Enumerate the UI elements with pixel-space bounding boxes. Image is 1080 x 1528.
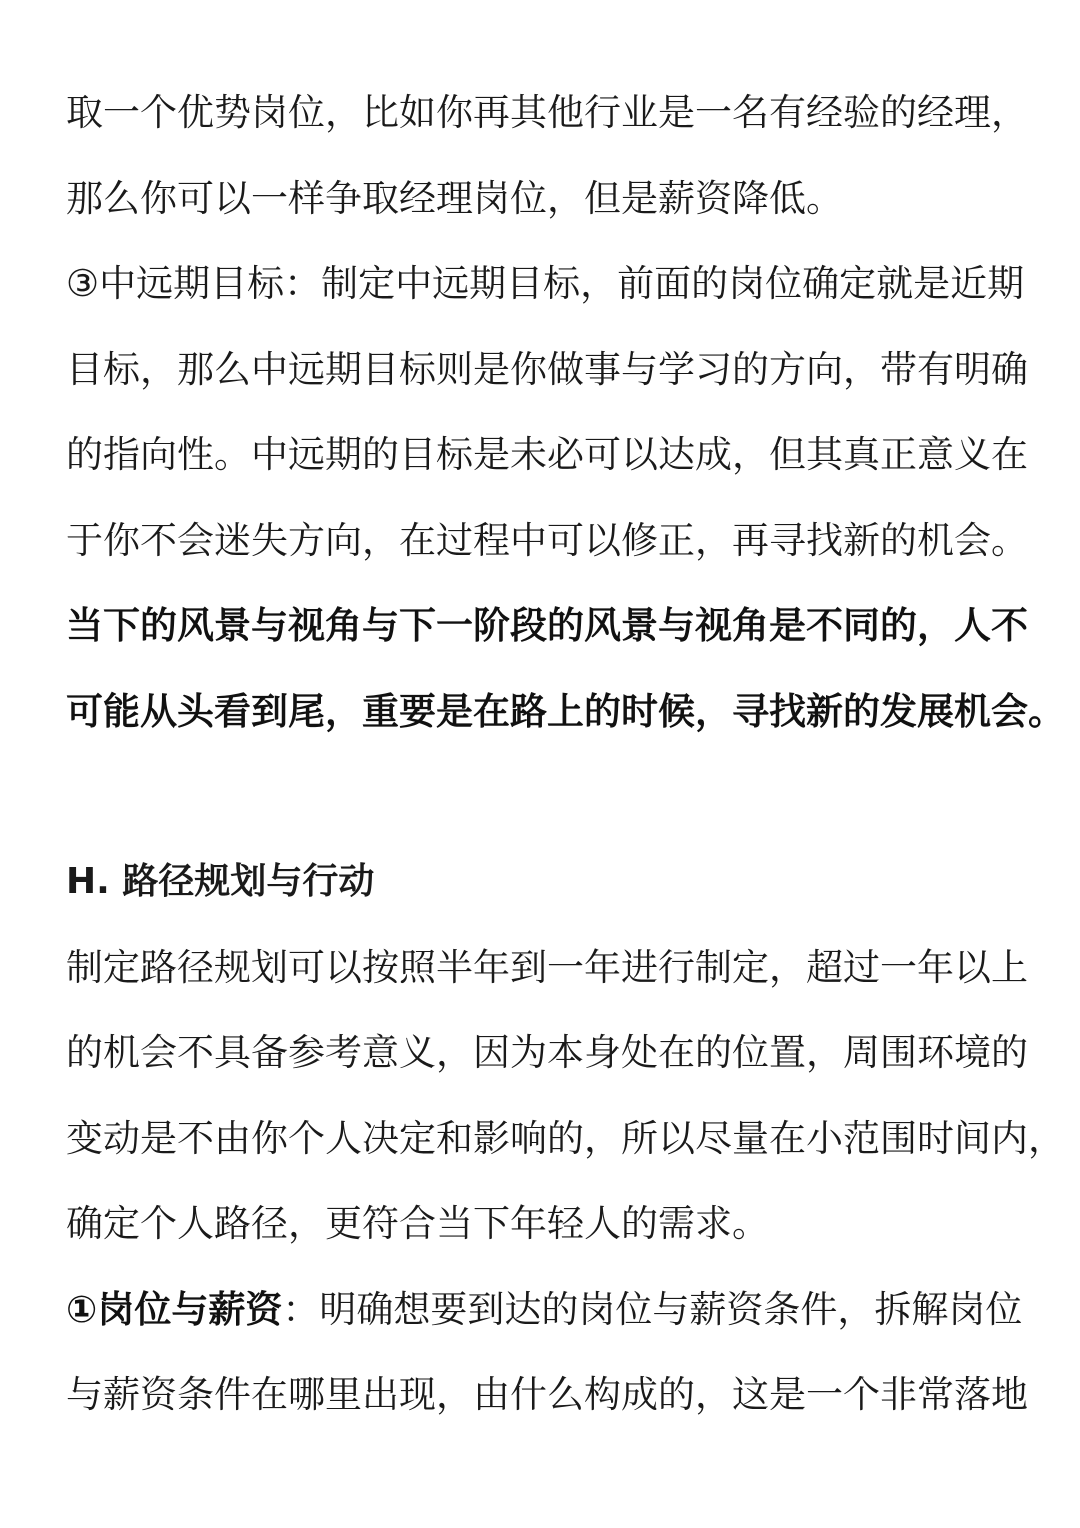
text-line xyxy=(66,1267,1021,1353)
bold-text-line: 可能从头看到尾，重要是在路上的时候，寻找新的发展机会。 xyxy=(66,689,1065,733)
paragraph-position-salary xyxy=(66,1267,1028,1438)
text-line: ③中远期目标：制定中远期目标，前面的岗位确定就是近期 xyxy=(66,262,1025,305)
text-line: 目标，那么中远期目标则是你做事与学习的方向，带有明确 xyxy=(66,347,1028,391)
article-body xyxy=(66,70,1065,1438)
paragraph-path-planning xyxy=(66,925,1065,1267)
text-line: 那么你可以一样争取经理岗位，但是薪资降低。 xyxy=(66,176,843,220)
text-line: 确定个人路径，更符合当下年轻人的需求。 xyxy=(66,1202,769,1245)
text-line: 与薪资条件在哪里出现，由什么构成的，这是一个非常落地 xyxy=(66,1373,1028,1416)
text-line: 制定路径规划可以按照半年到一年进行制定，超过一年以上 xyxy=(66,945,1028,989)
text-line: 于你不会迷失方向，在过程中可以修正，再寻找新的机会。 xyxy=(66,518,1028,562)
text-line: 取一个优势岗位，比如你再其他行业是一名有经验的经理， xyxy=(66,91,1028,134)
section-spacer xyxy=(66,754,1021,839)
text-line: 的指向性。中远期的目标是未必可以达成，但其真正意义在 xyxy=(66,433,1028,476)
bold-highlight-paragraph xyxy=(66,583,1065,754)
position-salary-text: ：明确想要到达的岗位与薪资条件，拆解岗位 xyxy=(282,1287,1023,1331)
text-line: 的机会不具备参考意义，因为本身处在的位置，周围环境的 xyxy=(66,1031,1028,1074)
bold-text-line: 当下的风景与视角与下一阶段的风景与视角是不同的，人不 xyxy=(66,604,1028,647)
section-heading: H. 路径规划与行动 xyxy=(66,861,375,902)
text-line: 变动是不由你个人决定和影响的，所以尽量在小范围时间内， xyxy=(66,1116,1065,1160)
position-salary-label: ①岗位与薪资 xyxy=(66,1287,283,1331)
paragraph-salary-strategy xyxy=(66,70,1028,241)
paragraph-mid-long-term-goal xyxy=(66,241,1028,583)
